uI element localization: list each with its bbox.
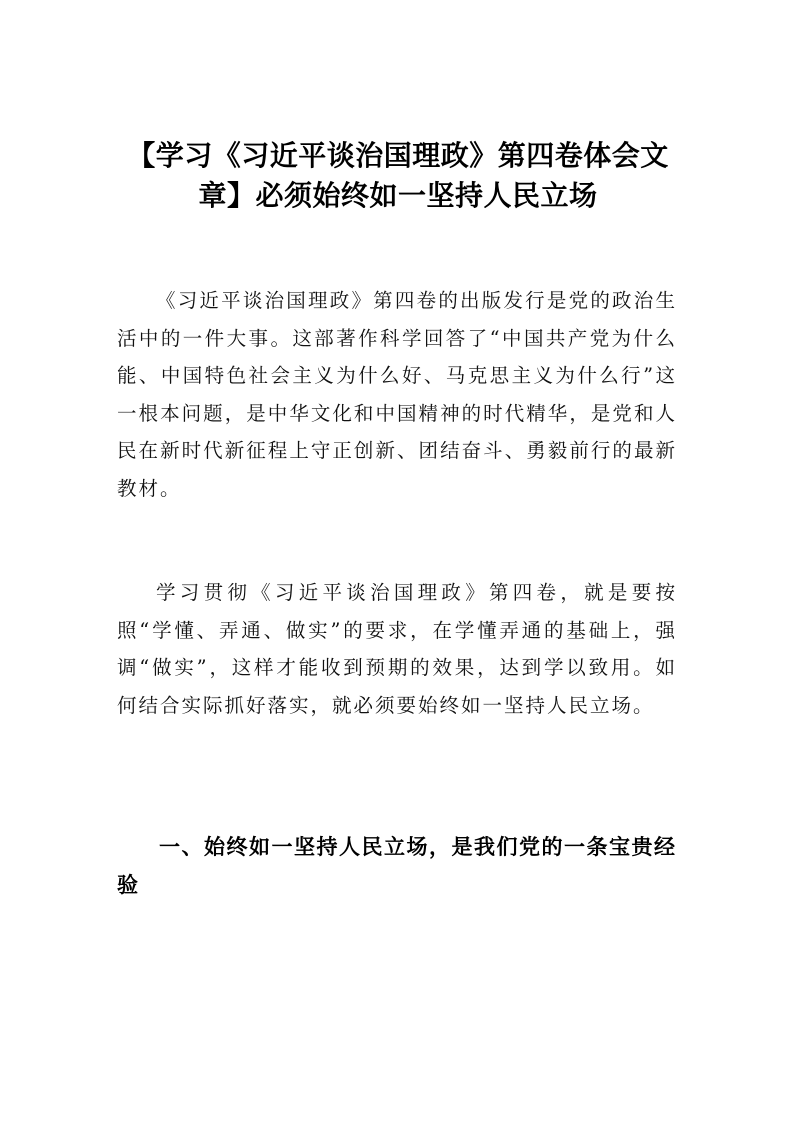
document-title: 【学习《习近平谈治国理政》第四卷体会文章】必须始终如一坚持人民立场 xyxy=(127,139,669,212)
section-heading: 一、始终如一坚持人民立场，是我们党的一条宝贵经验 xyxy=(117,835,677,897)
body-paragraph-1: 《习近平谈治国理政》第四卷的出版发行是党的政治生活中的一件大事。这部著作科学回答了“中国共产党为什么能、中国特色社会主义为什么好、马克思主义为什么行”这一根本问题，是中华文化和中国精神的时代精华，是党和人民在新时代新征程上守正创新、团结奋斗、勇毅前行的最新教材。 xyxy=(117,289,677,500)
body-paragraph-2: 学习贯彻《习近平谈治国理政》第四卷，就是要按照“学懂、弄通、做实”的要求，在学懂弄通的基础上，强调“做实”，这样才能收到预期的效果，达到学以致用。如何结合实际抓好落实，就必须要始终如一坚持人民立场。 xyxy=(117,581,677,717)
